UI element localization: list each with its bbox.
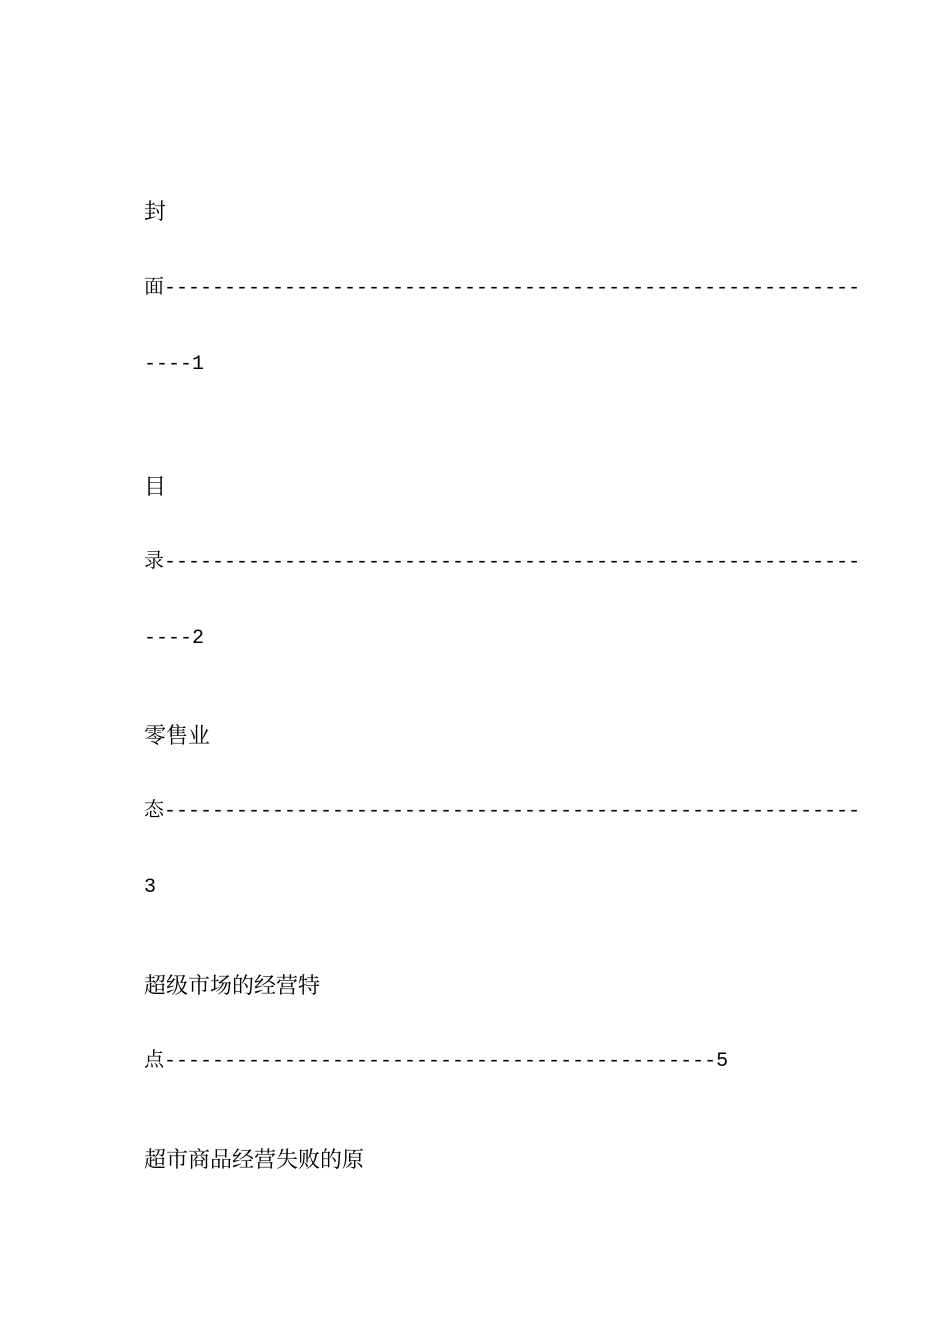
- toc-line-11: 点----------------------------------------------5: [144, 1050, 729, 1073]
- toc-line-12: 超市商品经营失败的原: [144, 1148, 365, 1173]
- toc-line-1: 封: [144, 200, 167, 225]
- toc-line-5: 录----------------------------------------------------------: [144, 551, 861, 574]
- toc-line-3: ----1: [144, 353, 205, 376]
- toc-line-2: 面----------------------------------------------------------: [144, 277, 861, 300]
- toc-line-9: 3: [144, 876, 157, 899]
- toc-line-4: 目: [144, 475, 167, 500]
- toc-line-8: 态----------------------------------------------------------: [144, 800, 861, 823]
- toc-line-6: ----2: [144, 627, 205, 650]
- toc-line-7: 零售业: [144, 724, 211, 749]
- toc-line-10: 超级市场的经营特: [144, 974, 321, 999]
